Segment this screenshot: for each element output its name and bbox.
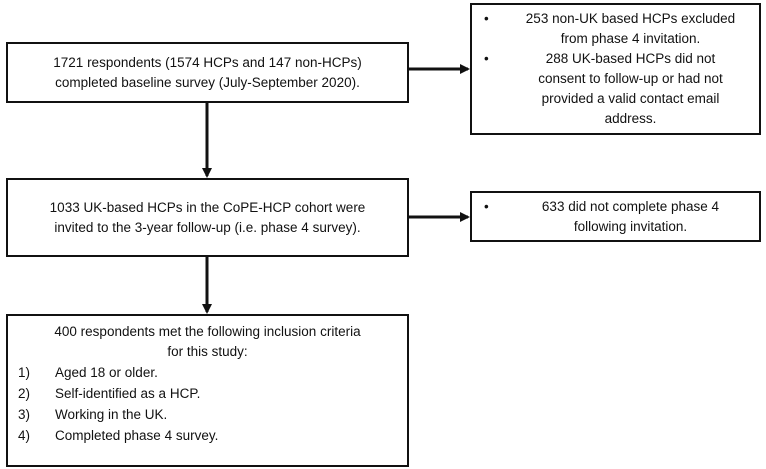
exclusion-bullet-item (480, 9, 751, 49)
followup-line-1: 1033 UK-based HCPs in the CoPE-HCP cohort were (49, 199, 366, 215)
inclusion-criteria-box (6, 314, 409, 467)
exclusion-text-line: provided a valid contact email (541, 91, 720, 106)
baseline-line-2: completed baseline survey (July-September 2020). (55, 74, 360, 90)
exclusion-text-line: 288 UK-based HCPs did not (545, 51, 716, 66)
criterion-item (18, 405, 397, 425)
criterion-number: 4) (18, 428, 31, 443)
exclusion-text-line: 633 did not complete phase 4 (541, 199, 720, 214)
exclusion-bullet-item (480, 197, 751, 237)
exclusion-box-baseline (470, 3, 761, 135)
exclusion-text-line: following invitation. (573, 219, 688, 234)
inclusion-heading-line-1: 400 respondents met the following inclusion criteria (54, 324, 361, 339)
criterion-text: Completed phase 4 survey. (55, 428, 219, 443)
criterion-text: Aged 18 or older. (55, 365, 158, 380)
inclusion-heading-line-2: for this study: (167, 344, 248, 359)
bullet-icon: • (484, 11, 489, 26)
exclusion-text-line: from phase 4 invitation. (560, 31, 701, 46)
criterion-item (18, 363, 397, 383)
criterion-number: 2) (18, 386, 31, 401)
followup-invitation-box (6, 178, 409, 257)
followup-line-2: invited to the 3-year follow-up (i.e. phase 4 survey). (54, 219, 361, 235)
exclusion-text-line: 253 non-UK based HCPs excluded (525, 11, 736, 26)
bullet-icon: • (484, 51, 489, 66)
criterion-item (18, 426, 397, 446)
criterion-text: Working in the UK. (55, 407, 168, 422)
exclusion-bullet-item (480, 49, 751, 129)
inclusion-heading (18, 322, 397, 362)
exclusion-text-line: address. (604, 111, 657, 126)
criterion-item (18, 384, 397, 404)
criterion-text: Self-identified as a HCP. (55, 386, 201, 401)
exclusion-box-followup (470, 191, 761, 242)
baseline-line-1: 1721 respondents (1574 HCPs and 147 non-HCPs) (53, 54, 362, 70)
baseline-survey-box (6, 42, 409, 103)
exclusion-text-line: consent to follow-up or had not (538, 71, 723, 86)
bullet-icon: • (484, 199, 489, 214)
criterion-number: 1) (18, 365, 31, 380)
criterion-number: 3) (18, 407, 31, 422)
